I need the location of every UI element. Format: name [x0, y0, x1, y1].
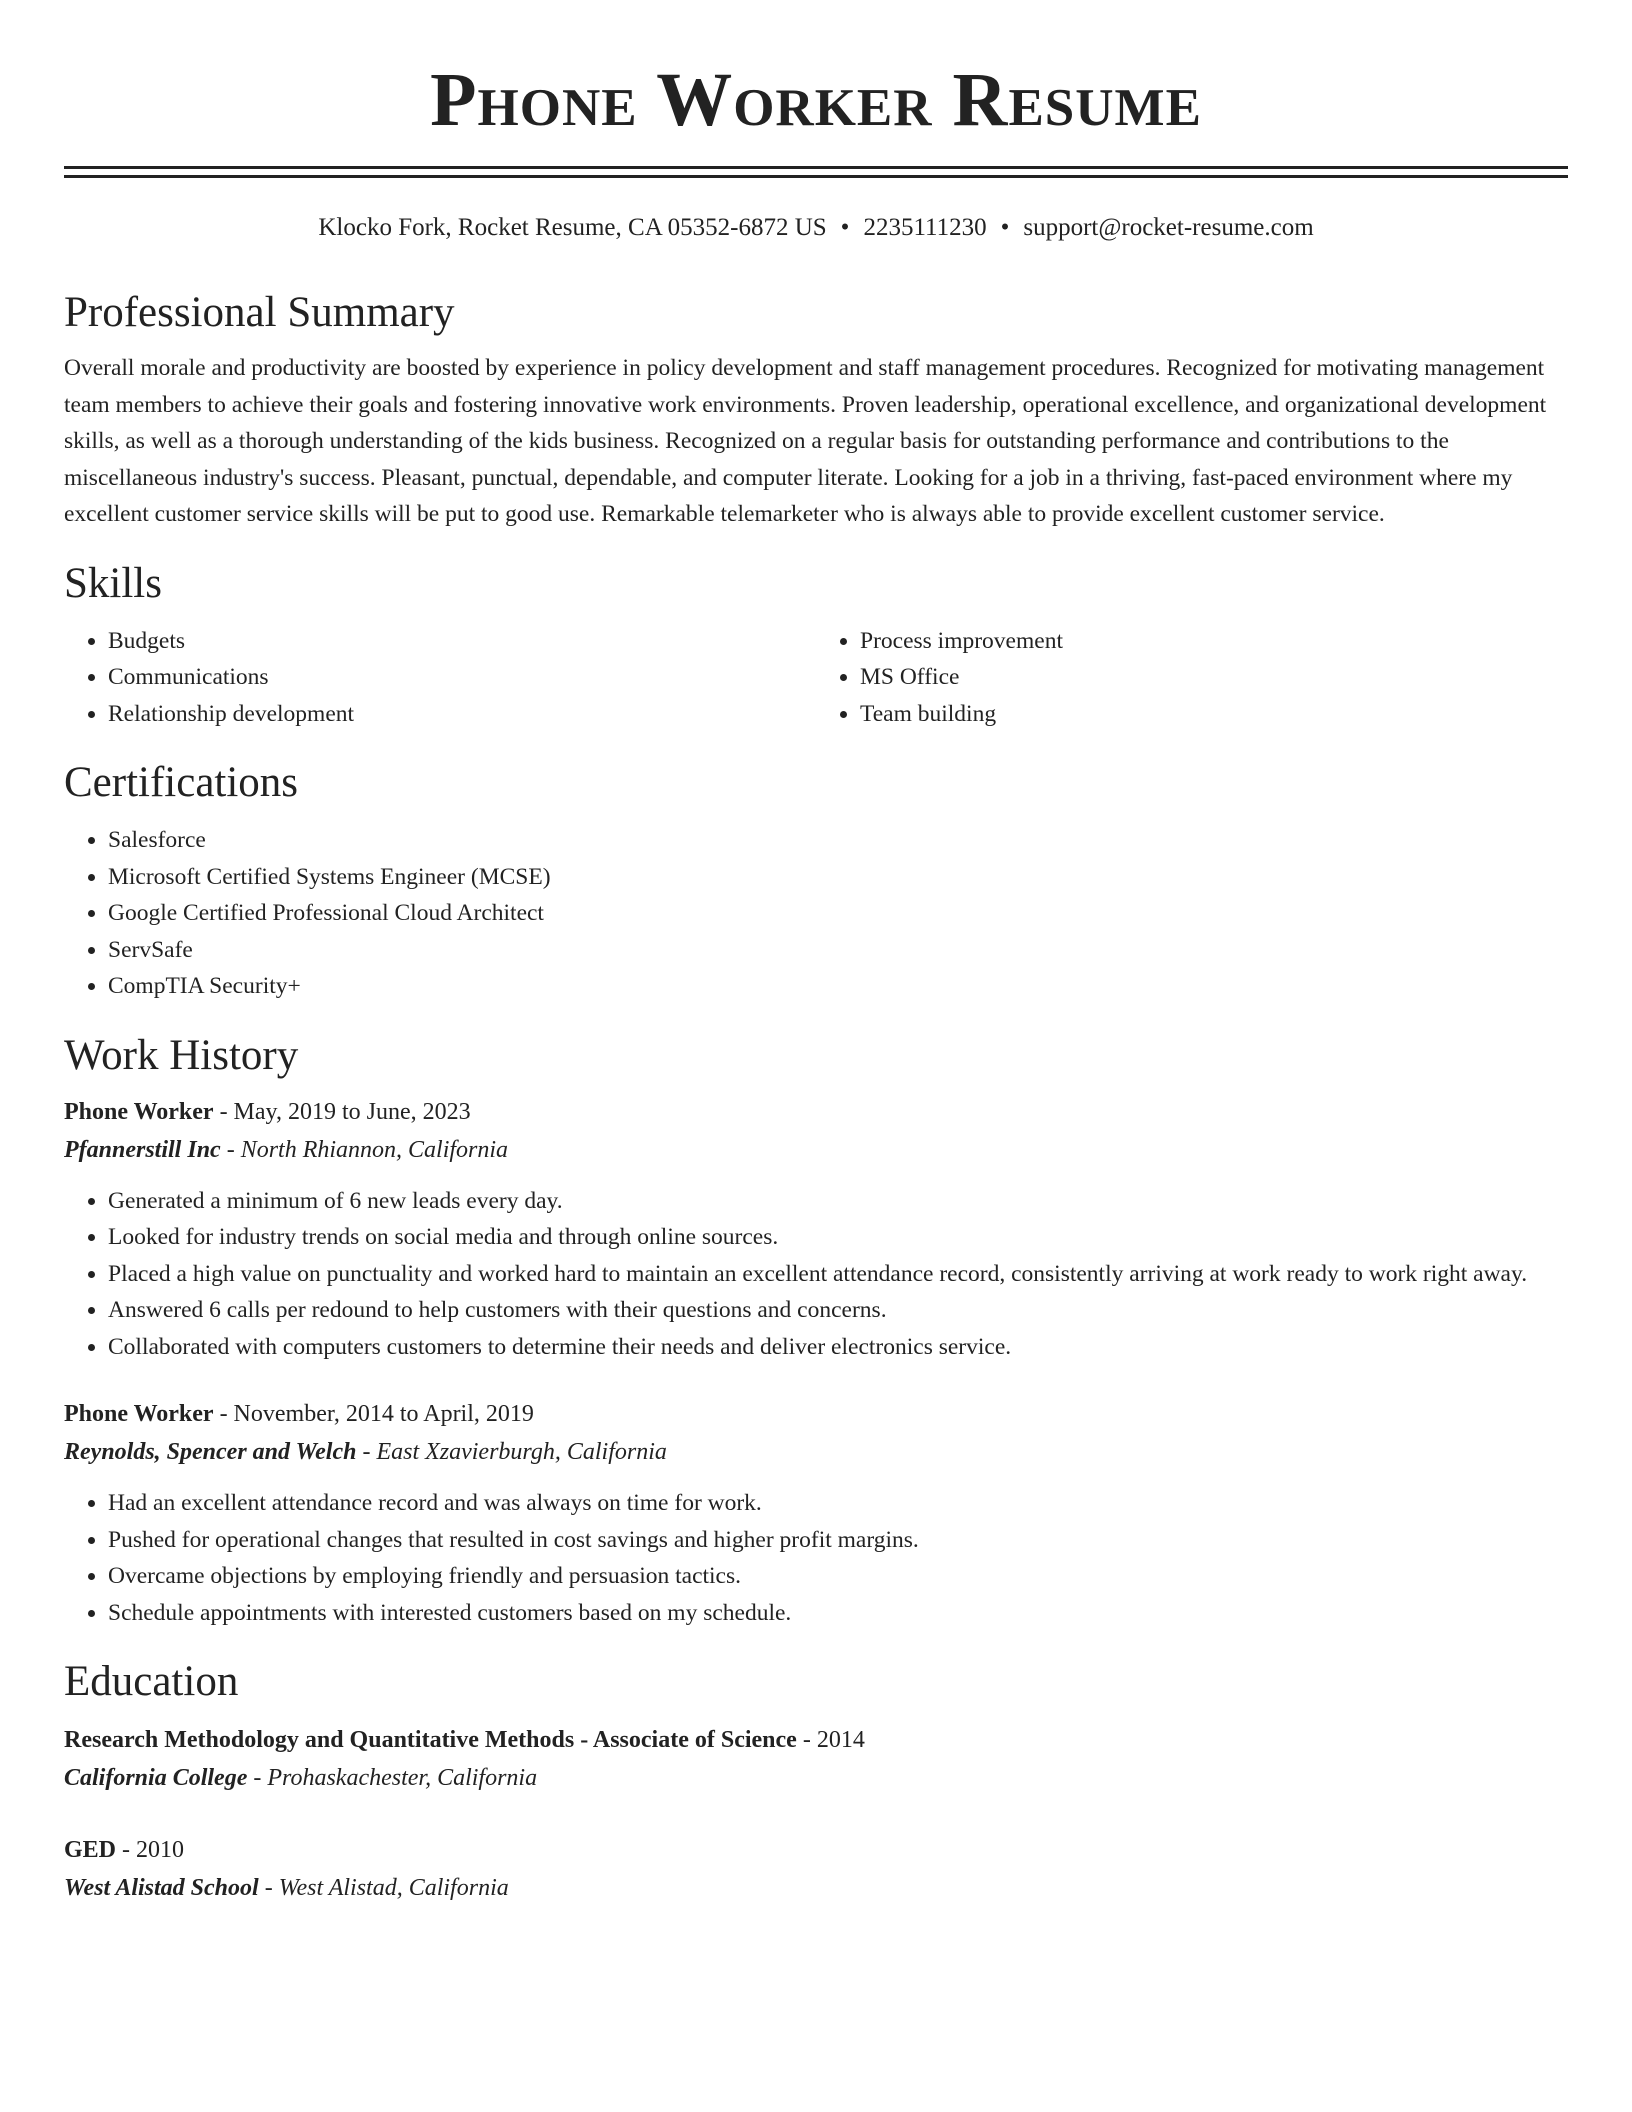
work-history-heading: Work History — [64, 1031, 299, 1079]
job-dates: - November, 2014 to April, 2019 — [213, 1401, 534, 1427]
contact-phone: 2235111230 — [863, 214, 987, 241]
job-bullet: • Had an excellent attendance record and was always on time for work. — [108, 1485, 1568, 1522]
education-school: West Alistad School — [64, 1875, 259, 1901]
job-title-line — [64, 1093, 1568, 1131]
education-heading: Education — [64, 1658, 239, 1705]
education-location: - Prohaskachester, California — [247, 1765, 538, 1791]
job-bullet: • Looked for industry trends on social media and through online sources. — [108, 1219, 1568, 1256]
certification-item: • Google Certified Professional Cloud Architect — [108, 895, 1568, 932]
job-bullets — [64, 1485, 1568, 1631]
job-entry — [64, 1395, 1568, 1631]
title-divider-top — [64, 166, 1568, 169]
certification-item: • Microsoft Certified Systems Engineer (MCSE) — [108, 859, 1568, 896]
contact-email[interactable]: support@rocket-resume.com — [1023, 214, 1314, 241]
job-bullet: • Pushed for operational changes that resulted in cost savings and higher profit margins. — [108, 1522, 1568, 1559]
job-company-line — [64, 1131, 1568, 1169]
skills-list — [64, 623, 1568, 733]
skills-column-right — [816, 623, 1568, 733]
education-entry — [64, 1721, 1568, 1797]
job-location: - East Xzavierburgh, California — [356, 1439, 667, 1465]
education-degree: GED — [64, 1837, 117, 1863]
job-bullet: • Collaborated with computers customers to determine their needs and deliver electronics service. — [108, 1329, 1568, 1366]
education-location: - West Alistad, California — [258, 1875, 509, 1901]
job-bullets — [64, 1183, 1568, 1366]
education-degree: Research Methodology and Quantitative Methods - Associate of Science — [64, 1727, 797, 1753]
skills-column-left — [64, 623, 816, 733]
job-title-line — [64, 1395, 1568, 1433]
job-company-line — [64, 1433, 1568, 1471]
education-degree-line — [64, 1831, 1568, 1869]
contact-separator: • — [1000, 214, 1010, 241]
job-bullet: • Schedule appointments with interested customers based on my schedule. — [108, 1595, 1568, 1632]
job-bullet: • Answered 6 calls per redound to help customers with their questions and concerns. — [108, 1292, 1568, 1329]
certification-item: • ServSafe — [108, 932, 1568, 969]
education-year: - 2014 — [796, 1727, 865, 1753]
education-school-line — [64, 1869, 1568, 1907]
job-dates: - May, 2019 to June, 2023 — [213, 1098, 471, 1125]
job-bullet: • Overcame objections by employing friendly and persuasion tactics. — [108, 1558, 1568, 1595]
skill-item: • Team building — [860, 696, 1568, 733]
education-entry — [64, 1831, 1568, 1907]
summary-heading: Professional Summary — [64, 289, 455, 336]
skill-item: • Budgets — [108, 623, 816, 660]
summary-text: Overall morale and productivity are boosted by experience in policy development and staff management procedures. Recognized for motivating management team members to achieve their goals and fostering innovative work environments. Proven leadership, operational excellence, and organizational development skills, as well as a thorough understanding of the kids business. Recognized on a regular basis for outstanding performance and contributions to the miscellaneous industry's success. Pleasant, punctual, dependable, and computer literate. Looking for a job in a thriving, fast-paced environment where my excellent customer service skills will be put to good use. Remarkable telemarketer who is always able to provide excellent customer service. — [64, 355, 1547, 527]
title-divider-bottom — [64, 175, 1568, 178]
education-degree-line — [64, 1721, 1568, 1759]
skill-item: • MS Office — [860, 659, 1568, 696]
skill-item: • Process improvement — [860, 623, 1568, 660]
job-company: Reynolds, Spencer and Welch — [64, 1439, 357, 1465]
job-bullet: • Placed a high value on punctuality and worked hard to maintain an excellent attendance record, consistently arriving at work ready to work right away. — [108, 1256, 1568, 1293]
contact-line — [64, 212, 1568, 244]
contact-separator: • — [840, 214, 850, 241]
certification-item: • CompTIA Security+ — [108, 968, 1568, 1005]
job-bullet: • Generated a minimum of 6 new leads every day. — [108, 1183, 1568, 1220]
education-school-line — [64, 1759, 1568, 1797]
job-location: - North Rhiannon, California — [220, 1136, 509, 1163]
certifications-heading: Certifications — [64, 759, 299, 806]
job-role: Phone Worker — [64, 1098, 214, 1125]
education-school: California College — [64, 1765, 248, 1791]
job-company: Pfannerstill Inc — [64, 1136, 221, 1163]
skills-heading: Skills — [64, 559, 162, 607]
certifications-list — [64, 822, 1568, 1005]
skill-item: • Communications — [108, 659, 816, 696]
page-title: Phone Worker Resume — [430, 58, 1202, 142]
job-role: Phone Worker — [64, 1401, 214, 1427]
contact-address: Klocko Fork, Rocket Resume, CA 05352-6872 US — [318, 214, 827, 241]
education-year: - 2010 — [116, 1837, 185, 1863]
job-entry — [64, 1093, 1568, 1366]
certification-item: • Salesforce — [108, 822, 1568, 859]
skill-item: • Relationship development — [108, 696, 816, 733]
